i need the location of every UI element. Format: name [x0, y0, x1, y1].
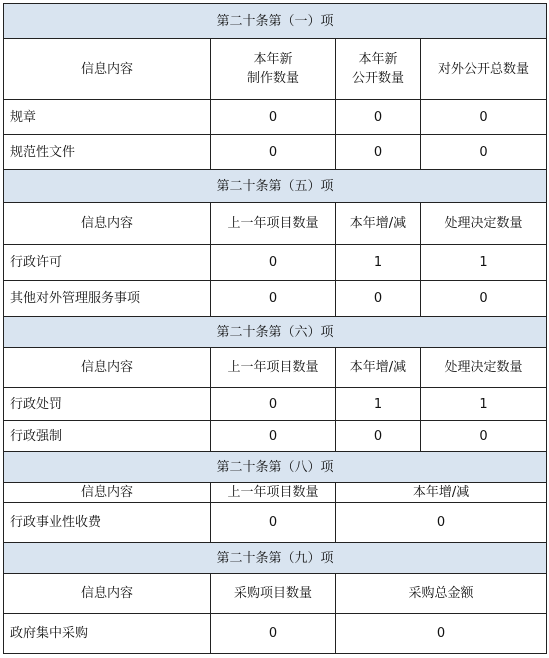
section-header-row	[4, 452, 547, 483]
table-cell: 0	[211, 135, 336, 170]
table-cell: 0	[211, 388, 336, 421]
row-label: 政府集中采购	[4, 614, 211, 654]
section-header-row	[4, 317, 547, 348]
column-header: 本年增/减	[336, 348, 421, 388]
table-cell: 1	[336, 388, 421, 421]
section-title: 第二十条第（六）项	[4, 317, 547, 348]
table-cell: 0	[336, 614, 547, 654]
column-header: 采购项目数量	[211, 574, 336, 614]
column-header-row	[4, 39, 547, 100]
column-header: 上一年项目数量	[211, 483, 336, 503]
table-row	[4, 421, 547, 452]
row-label: 行政事业性收费	[4, 503, 211, 543]
section-title: 第二十条第（一）项	[4, 4, 547, 39]
column-header: 本年新 制作数量	[211, 39, 336, 100]
table-cell: 1	[421, 245, 547, 281]
table-cell: 1	[421, 388, 547, 421]
table-cell: 0	[421, 135, 547, 170]
row-label: 行政强制	[4, 421, 211, 452]
section-title: 第二十条第（八）项	[4, 452, 547, 483]
column-header-row	[4, 348, 547, 388]
table-row	[4, 100, 547, 135]
column-header: 本年新 公开数量	[336, 39, 421, 100]
column-header: 信息内容	[4, 39, 211, 100]
row-label: 行政许可	[4, 245, 211, 281]
table-cell: 0	[336, 100, 421, 135]
column-header: 上一年项目数量	[211, 348, 336, 388]
table-cell: 0	[211, 421, 336, 452]
section-title: 第二十条第（九）项	[4, 543, 547, 574]
table-cell: 0	[421, 421, 547, 452]
column-header: 上一年项目数量	[211, 203, 336, 245]
column-header: 信息内容	[4, 348, 211, 388]
table-row	[4, 388, 547, 421]
column-header: 本年增/减	[336, 203, 421, 245]
table-cell: 0	[421, 281, 547, 317]
section-title: 第二十条第（五）项	[4, 170, 547, 203]
table-row	[4, 281, 547, 317]
table-cell: 0	[336, 281, 421, 317]
column-header: 信息内容	[4, 574, 211, 614]
column-header: 对外公开总数量	[421, 39, 547, 100]
column-header-row	[4, 574, 547, 614]
column-header-row	[4, 203, 547, 245]
table-cell: 1	[336, 245, 421, 281]
column-header: 信息内容	[4, 483, 211, 503]
table-cell: 0	[336, 421, 421, 452]
table-cell: 0	[336, 503, 547, 543]
table-cell: 0	[211, 503, 336, 543]
table-cell: 0	[211, 281, 336, 317]
row-label: 规范性文件	[4, 135, 211, 170]
column-header: 采购总金额	[336, 574, 547, 614]
table-cell: 0	[211, 614, 336, 654]
column-header-row	[4, 483, 547, 503]
table-row	[4, 503, 547, 543]
disclosure-table	[3, 3, 547, 654]
section-header-row	[4, 4, 547, 39]
column-header: 处理决定数量	[421, 203, 547, 245]
section-header-row	[4, 543, 547, 574]
column-header: 信息内容	[4, 203, 211, 245]
row-label: 规章	[4, 100, 211, 135]
table-cell: 0	[211, 100, 336, 135]
section-header-row	[4, 170, 547, 203]
row-label: 其他对外管理服务事项	[4, 281, 211, 317]
table-cell: 0	[336, 135, 421, 170]
table-cell: 0	[211, 245, 336, 281]
column-header: 本年增/减	[336, 483, 547, 503]
table-row	[4, 245, 547, 281]
table-cell: 0	[421, 100, 547, 135]
column-header: 处理决定数量	[421, 348, 547, 388]
table-row	[4, 614, 547, 654]
row-label: 行政处罚	[4, 388, 211, 421]
table-row	[4, 135, 547, 170]
